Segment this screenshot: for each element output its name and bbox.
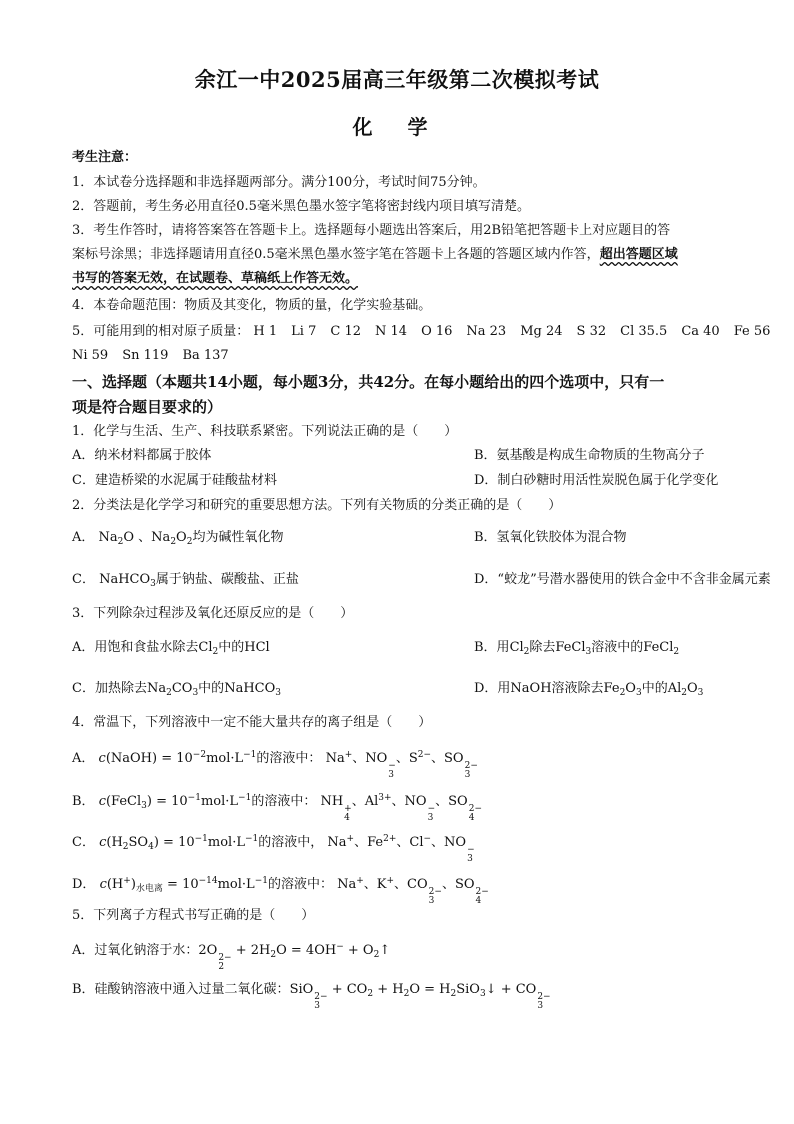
notice-item-3-cont: 案标号涂黑；非选择题请用直径0.5毫米黑色墨水签字笔在答题卡上各题的答题区域内作答，超出答题区域: [72, 247, 678, 262]
q2-option-d: D．“蛟龙”号潜水器使用的铁合金中不含非金属元素: [474, 572, 771, 587]
q2-stem: 2．分类法是化学学习和研究的重要思想方法。下列有关物质的分类正确的是（ ）: [72, 498, 562, 513]
q4-option-b: B． c(FeCl$_3$) = $10^{-1}mol\cdot L^{-1}$的溶液中： NH + 4 、$Al^{3+}$、NO − 3 、SO 2− 4: [72, 793, 482, 823]
q1-option-a: A．纳米材料都属于胶体: [72, 448, 212, 463]
q5-option-a: A．过氧化钠溶于水：2O 2− 2 + $2H_2O = 4OH^-$ + $O_2↑$: [72, 942, 391, 972]
q5-stem: 5．下列离子方程式书写正确的是（ ）: [72, 908, 315, 923]
q4-option-c: C． $c(H_2SO_4) = 10^{-1}mol\cdot L^{-1}$的溶液中， Na+、$Fe^{2+}$、Cl−、NO − 3: [72, 834, 475, 864]
q3-stem: 3．下列除杂过程涉及氧化还原反应的是（ ）: [72, 606, 354, 621]
notice-emphasis-cont: 书写的答案无效，在试题卷、草稿纸上作答无效。: [72, 271, 359, 286]
q1-option-b: B．氨基酸是构成生命物质的生物高分子: [474, 448, 705, 463]
notice-heading: 考生注意：: [72, 150, 138, 165]
notice-emphasis: 超出答题区域: [599, 247, 678, 262]
q3-options-ab: [72, 638, 722, 662]
notice-item-5: 5．可能用到的相对原子质量： H 1 Li 7 C 12 N 14 O 16 Na 23 Mg 24 S 32 Cl 35.5 Ca 40 Fe 56: [72, 324, 771, 339]
q3-option-a: A．用饱和食盐水除去$Cl_2$中的HCl: [72, 640, 270, 657]
section-heading: 一、选择题（本题共14小题，每小题3分，共42分。在每小题给出的四个选项中，只有一: [72, 373, 665, 391]
notice-item-3: 3．考生作答时，请将答案答在答题卡上。选择题每小题选出答案后，用2B铅笔把答题卡上对应题目的答: [72, 223, 671, 238]
q4-option-a: A． c(NaOH) = $10^{-2}mol\cdot L^{-1}$的溶液中： Na+、NO − 3 、$S^{2-}$、SO 2− 3: [72, 750, 478, 780]
subject-title: 化 学: [352, 115, 442, 139]
notice-item-1: 1．本试卷分选择题和非选择题两部分。满分100分，考试时间75分钟。: [72, 175, 486, 190]
q3-options-cd: [72, 679, 722, 703]
exam-title: 余江一中2025届高三年级第二次模拟考试: [194, 67, 600, 92]
section-heading-cont: 项是符合题目要求的）: [72, 398, 223, 416]
q3-option-c: C．加热除去$Na_2CO_3$中的NaHCO$_3$: [72, 681, 281, 698]
q2-option-b: B．氢氧化铁胶体为混合物: [474, 530, 627, 545]
atomic-masses: H 1 Li 7 C 12 N 14 O 16 Na 23 Mg 24 S 32 Cl 35.5 Ca 40 Fe 56: [253, 324, 771, 339]
q3-option-b: B．用$Cl_2$除去FeCl$_3$溶液中的FeCl$_2$: [474, 640, 680, 657]
q1-options-cd: [72, 471, 722, 491]
q2-options-ab: [72, 528, 722, 552]
q4-option-d: D． $c(H^+)_{水电离} = 10^{-14}mol\cdot L^{-1}$的溶液中： Na+、K+、CO 2− 3 、SO 2− 4: [72, 876, 489, 906]
q1-option-c: C．建造桥梁的水泥属于硅酸盐材料: [72, 473, 277, 488]
notice-item-2: 2．答题前，考生务必用直径0.5毫米黑色墨水签字笔将密封线内项目填写清楚。: [72, 199, 530, 214]
q1-option-d: D．制白砂糖时用活性炭脱色属于化学变化: [474, 473, 719, 488]
atomic-masses-cont: Ni 59 Sn 119 Ba 137: [72, 348, 229, 363]
q1-stem: 1．化学与生活、生产、科技联系紧密。下列说法正确的是（ ）: [72, 424, 458, 439]
notice-item-4: 4．本卷命题范围：物质及其变化，物质的量，化学实验基础。: [72, 298, 432, 313]
q2-option-c: C． NaHCO$_3$属于钠盐、碳酸盐、正盐: [72, 572, 299, 589]
q1-options-ab: [72, 446, 722, 466]
q5-option-b: B．硅酸钠溶液中通入过量二氧化碳：SiO 2− 3 + $CO_2 + H_2O$ = $H_2SiO_3↓$ + CO 2− 3: [72, 982, 551, 1011]
q4-stem: 4．常温下，下列溶液中一定不能大量共存的离子组是（ ）: [72, 715, 432, 730]
q2-options-cd: [72, 570, 771, 594]
q2-option-a: A． $Na_2O$ 、$Na_2O_2$均为碱性氧化物: [72, 530, 284, 547]
q3-option-d: D．用NaOH溶液除去$Fe_2O_3$中的$Al_2O_3$: [474, 681, 704, 698]
